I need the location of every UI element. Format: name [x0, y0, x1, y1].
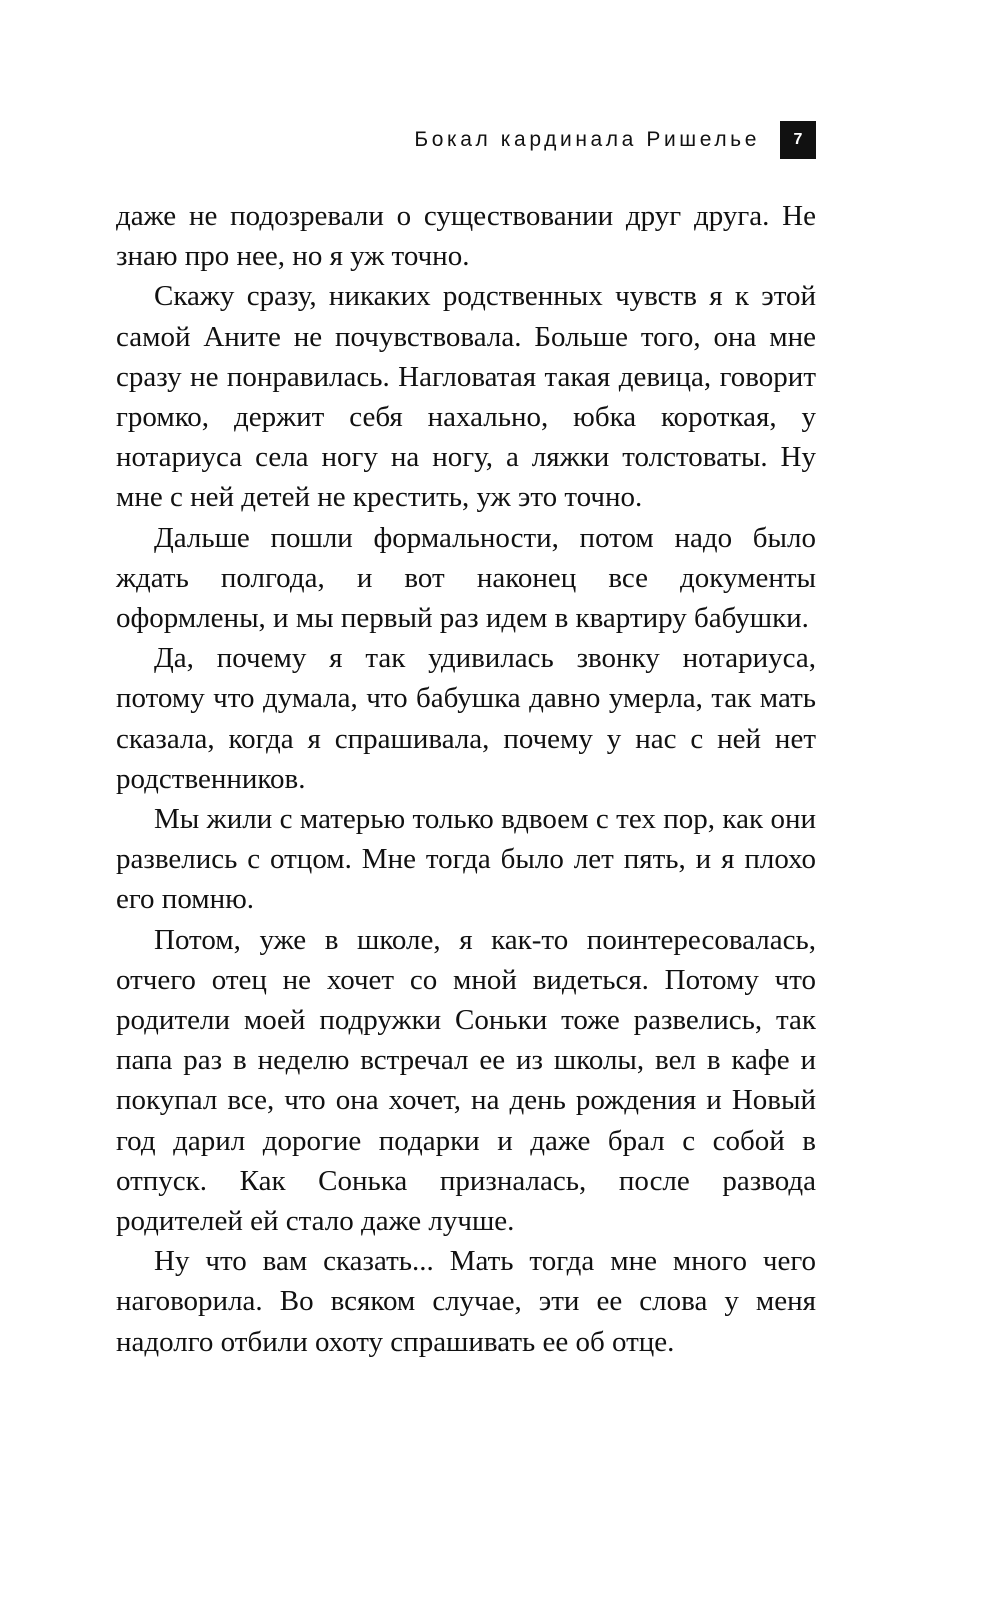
paragraph: Скажу сразу, никаких родственных чувств я к этой самой Аните не почувствовала. Больше того, она мне сразу не понравилась. Нагловатая такая девица, говорит громко, держит себя нахально, юбка короткая, у нотариуса села ногу на ногу, а ляжки толстоваты. Ну мне с ней детей не крестить, уж это точно.: [116, 280, 816, 514]
paragraph-continued: даже не подозревали о существовании друг друга. Не знаю про нее, но я уж точно.: [116, 200, 816, 273]
page-number-badge: 7: [780, 121, 816, 159]
paragraph: Мы жили с матерью только вдвоем с тех пор, как они развелись с отцом. Мне тогда было лет пять, и я плохо его помню.: [116, 803, 816, 916]
paragraph: Да, почему я так удивилась звонку нотариуса, потому что думала, что бабушка давно умерла, так мать сказала, когда я спрашивала, почему у нас с ней нет родственников.: [116, 642, 816, 795]
paragraph: Ну что вам сказать... Мать тогда мне много чего наговорила. Во всяком случае, эти ее слова у меня надолго отбили охоту спрашивать ее об отце.: [116, 1245, 816, 1358]
running-title: Бокал кардинала Ришелье: [414, 128, 760, 151]
running-head: [116, 120, 816, 160]
paragraph: Потом, уже в школе, я как-то поинтересовалась, отчего отец не хочет со мной видеться. Потому что родители моей подружки Соньки тоже развелись, так папа раз в неделю встречал ее из школы, вел в кафе и покупал все, что она хочет, на день рождения и Новый год дарил дорогие подарки и даже брал с собой в отпуск. Как Сонька призналась, после развода родителей ей стало даже лучше.: [116, 923, 816, 1238]
paragraph: Дальше пошли формальности, потом надо было ждать полгода, и вот наконец все документы оформлены, и мы первый раз идем в квартиру бабушки.: [116, 521, 816, 635]
body-text: [116, 196, 816, 1362]
